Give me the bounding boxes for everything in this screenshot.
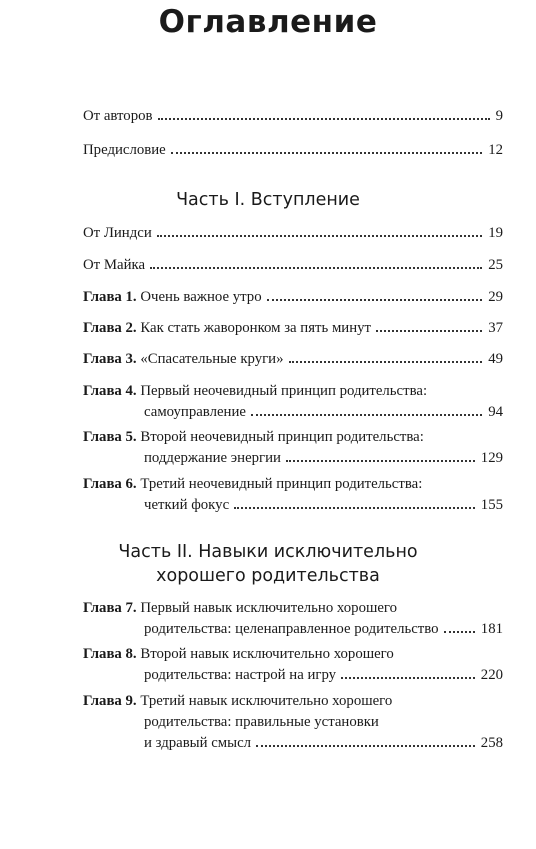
- part-heading-line: хорошего родительства: [156, 566, 380, 586]
- entry-title: От Майка: [83, 257, 146, 273]
- page-number: 94: [488, 404, 503, 420]
- dot-leader: [444, 631, 475, 633]
- entry-title: Второй неочевидный принцип родительства:: [140, 429, 424, 445]
- entry-title: Очень важное утро: [140, 289, 262, 305]
- entry-title-cont: поддержание энергии: [144, 450, 281, 466]
- dot-leader: [286, 460, 475, 462]
- dot-leader: [256, 745, 475, 747]
- dot-leader: [158, 118, 490, 120]
- entry-title-cont: родительства: целенаправленное родительство: [144, 621, 439, 637]
- page-number: 129: [480, 450, 503, 466]
- dot-leader: [150, 267, 482, 269]
- entry-title-cont: родительства: правильные установки: [144, 714, 379, 730]
- dot-leader: [267, 299, 483, 301]
- toc-entry: [83, 644, 503, 686]
- toc-entry: [83, 318, 503, 339]
- entry-title: От Линдси: [83, 225, 152, 241]
- page-number: 19: [488, 225, 503, 241]
- dot-leader: [376, 330, 482, 332]
- entry-title: От авторов: [83, 108, 153, 124]
- entry-title: «Спасательные круги»: [140, 351, 284, 367]
- entry-title: Как стать жаворонком за пять минут: [140, 320, 372, 336]
- dot-leader: [289, 361, 483, 363]
- page-number: 220: [480, 667, 503, 683]
- chapter-label: Глава 5.: [83, 429, 137, 445]
- page-number: 9: [495, 108, 503, 124]
- toc-entry: [83, 691, 503, 754]
- page-number: 25: [488, 257, 503, 273]
- toc-entry: [83, 349, 503, 370]
- page-number: 12: [488, 142, 503, 158]
- entry-title-cont: четкий фокус: [144, 497, 230, 513]
- page-number: 258: [480, 735, 503, 751]
- part-heading: Часть I. Вступление: [176, 190, 360, 210]
- entry-title-cont: самоуправление: [144, 404, 246, 420]
- chapter-label: Глава 8.: [83, 646, 137, 662]
- chapter-label: Глава 2.: [83, 320, 137, 336]
- part-heading-line: Часть II. Навыки исключительно: [118, 542, 418, 562]
- chapter-label: Глава 1.: [83, 289, 137, 305]
- chapter-label: Глава 4.: [83, 383, 137, 399]
- toc-entry: [83, 474, 503, 516]
- page-number: 155: [480, 497, 503, 513]
- toc-entry: [83, 106, 503, 127]
- entry-title-cont: родительства: настрой на игру: [144, 667, 337, 683]
- entry-title: Третий неочевидный принцип родительства:: [140, 476, 423, 492]
- part-heading: [0, 540, 536, 588]
- entry-title: Третий навык исключительно хорошего: [140, 693, 393, 709]
- entry-title-cont: и здравый смысл: [144, 735, 252, 751]
- page-number: 29: [488, 289, 503, 305]
- dot-leader: [251, 414, 482, 416]
- dot-leader: [171, 152, 482, 154]
- page-number: 49: [488, 351, 503, 367]
- toc-entry: [83, 223, 503, 244]
- chapter-label: Глава 3.: [83, 351, 137, 367]
- entry-title: Первый неочевидный принцип родительства:: [140, 383, 428, 399]
- entry-title: Второй навык исключительно хорошего: [140, 646, 394, 662]
- toc-entry: [83, 255, 503, 276]
- toc-entry: [83, 381, 503, 423]
- chapter-label: Глава 7.: [83, 600, 137, 616]
- dot-leader: [341, 677, 475, 679]
- page-number: 181: [480, 621, 503, 637]
- toc-entry: [83, 140, 503, 161]
- toc-entry: [83, 427, 503, 469]
- chapter-label: Глава 6.: [83, 476, 137, 492]
- entry-title: Первый навык исключительно хорошего: [140, 600, 398, 616]
- toc-entry: [83, 287, 503, 308]
- chapter-label: Глава 9.: [83, 693, 137, 709]
- toc-entry: [83, 598, 503, 640]
- dot-leader: [234, 507, 475, 509]
- entry-title: Предисловие: [83, 142, 166, 158]
- dot-leader: [157, 235, 482, 237]
- page-number: 37: [488, 320, 503, 336]
- page-title: Оглавление: [158, 4, 378, 40]
